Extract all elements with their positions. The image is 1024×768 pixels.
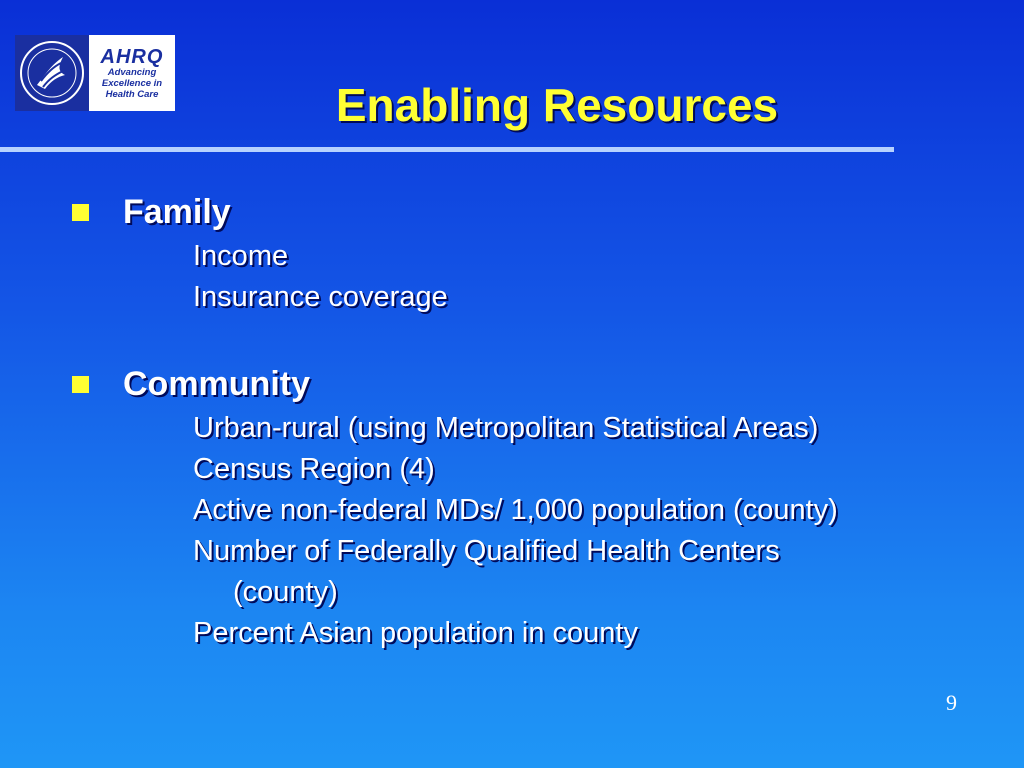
bullet-family [72,188,992,236]
bullet-heading-family: Family [123,192,231,231]
ahrq-tagline-1: Advancing [107,66,157,78]
sub-item-income: Income [193,240,289,272]
square-bullet-icon [72,204,89,221]
slide-title: Enabling Resources [335,79,779,131]
square-bullet-icon [72,376,89,393]
sub-item-insurance: Insurance coverage [193,281,448,313]
slide-content [72,188,992,654]
sub-item-active-mds: Active non-federal MDs/ 1,000 population (county) [193,494,838,526]
sub-item-fqhc-continued: (county) [233,576,338,608]
title-divider [0,147,894,152]
sub-item-asian-population: Percent Asian population in county [193,617,638,649]
bullet-community [72,360,992,408]
ahrq-tagline-2: Excellence in [101,77,163,89]
spacer [72,318,992,360]
sub-item-fqhc: Number of Federally Qualified Health Centers [193,535,780,567]
page-number: 9 [946,690,957,715]
ahrq-tagline-3: Health Care [105,88,159,100]
sub-item-urban-rural: Urban-rural (using Metropolitan Statistical Areas) [193,412,819,444]
sub-item-census-region: Census Region (4) [193,453,435,485]
bullet-heading-community: Community [123,364,310,403]
ahrq-wordmark: AHRQ [100,45,164,68]
